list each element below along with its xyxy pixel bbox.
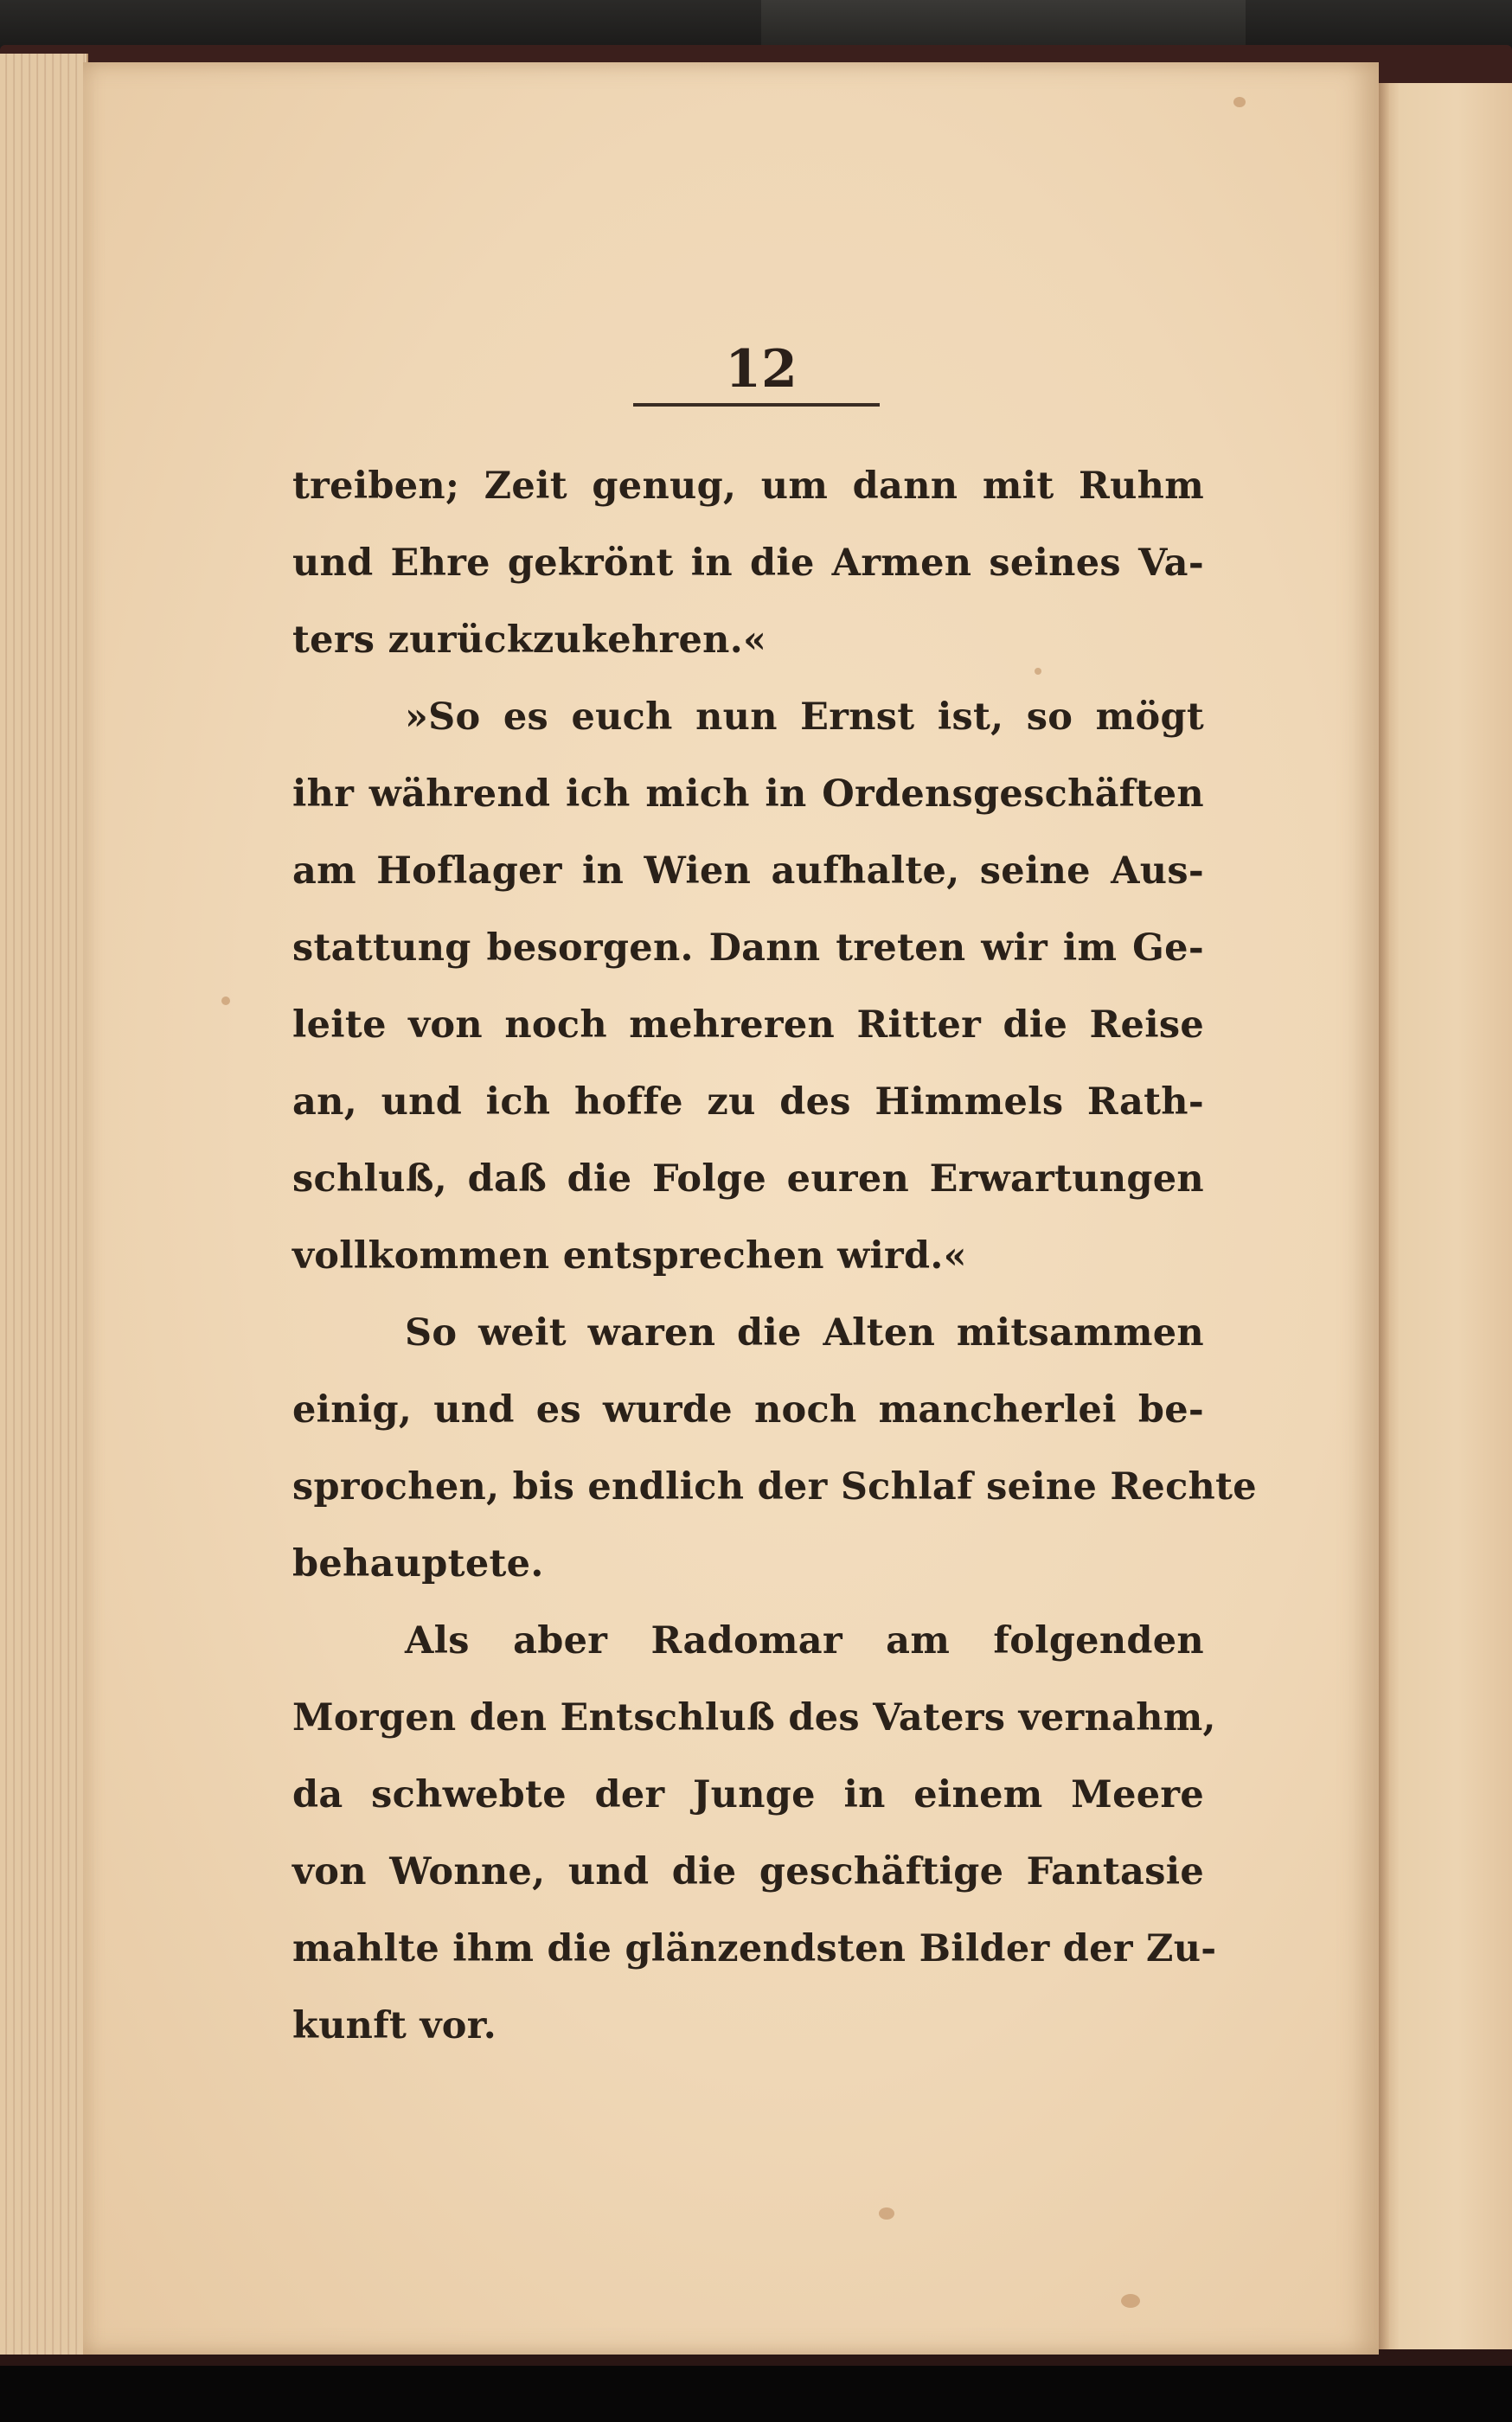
paper-speck (221, 996, 230, 1005)
text-line: »So es euch nun Ernst ist, so mögt (405, 695, 1204, 739)
text-line: einig, und es wurde noch mancherlei be- (292, 1388, 1204, 1432)
background-top-highlight (761, 0, 1246, 50)
text-line: So weit waren die Alten mitsammen (405, 1311, 1204, 1355)
text-line: Als aber Radomar am folgenden (405, 1619, 1204, 1663)
facing-page (1375, 83, 1512, 2349)
paper-speck (1121, 2294, 1140, 2308)
text-line: an, und ich hoffe zu des Himmels Rath- (292, 1080, 1204, 1124)
facing-page-gutter (1377, 83, 1389, 2349)
background-top (0, 0, 1512, 50)
page-number: 12 (725, 339, 798, 400)
text-line: von Wonne, und die geschäftige Fantasie (292, 1850, 1204, 1893)
text-line: am Hoflager in Wien aufhalte, seine Aus- (292, 849, 1204, 893)
text-line: da schwebte der Junge in einem Meere (292, 1773, 1204, 1816)
text-line: behauptete. (292, 1542, 544, 1586)
page-stack-edge (0, 54, 88, 2355)
text-line: schluß, daß die Folge euren Erwartungen (292, 1157, 1204, 1201)
header-rule (633, 403, 880, 407)
paper-speck (879, 2207, 894, 2220)
text-line: treiben; Zeit genug, um dann mit Ruhm (292, 465, 1204, 508)
text-line: ihr während ich mich in Ordensgeschäften (292, 772, 1204, 816)
text-line: ters zurückzukehren.« (292, 618, 767, 662)
text-line: leite von noch mehreren Ritter die Reise (292, 1003, 1204, 1047)
body-text (292, 448, 1257, 2065)
text-line: und Ehre gekrönt in die Armen seines Va- (292, 541, 1204, 585)
text-line: sprochen, bis endlich der Schlaf seine Rechte (292, 1465, 1257, 1509)
background-bottom (0, 2366, 1512, 2422)
text-line: vollkommen entsprechen wird.« (292, 1234, 967, 1278)
text-line: mahlte ihm die glänzendsten Bilder der Zu- (292, 1927, 1217, 1970)
text-line: kunft vor. (292, 2004, 497, 2047)
paper-speck (1233, 97, 1246, 107)
text-line: stattung besorgen. Dann treten wir im Ge- (292, 926, 1204, 970)
text-line: Morgen den Entschluß des Vaters vernahm, (292, 1696, 1216, 1740)
